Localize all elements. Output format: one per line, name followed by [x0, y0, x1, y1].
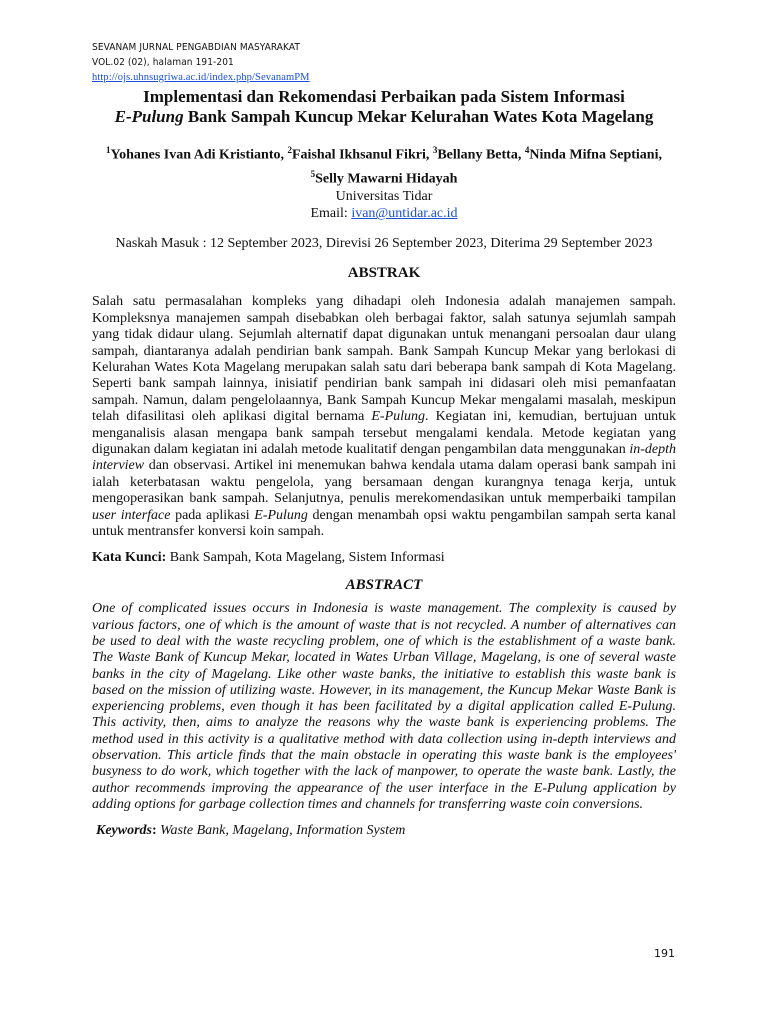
author-1-index: 1: [106, 145, 111, 155]
abstrak-italic-3: user interface: [92, 507, 171, 523]
author-list: [92, 141, 676, 188]
kata-kunci: [92, 549, 676, 566]
keywords-value: Waste Bank, Magelang, Information System: [160, 823, 406, 839]
title-line-2-rest: Bank Sampah Kuncup Mekar Kelurahan Wates Kota Magelang: [183, 107, 654, 126]
abstrak-text-1: Salah satu permasalahan kompleks yang dihadapi oleh Indonesia adalah manajemen sampah. Kompleksnya manajemen sampah disebabkan oleh berbagai faktor, salah satunya sejumlah sampah yang tidak didaur ulang. Sejumlah alternatif dapat digunakan untuk menangani persoalan daur ulang sampah, diantaranya adalah pendirian bank sampah. Bank Sampah Kuncup Mekar yang berlokasi di Kelurahan Wates Kota Magelang merupakan salah satu dari beberapa bank sampah di Kota Magelang. Seperti bank sampah lainnya, inisiatif pendirian bank sampah ini didasari oleh misi pemanfaatan sampah. Namun, dalam pengelolaannya, Bank Sampah Kuncup Mekar mengalami masalah, meskipun telah difasilitasi oleh aplikasi digital bernama: [92, 294, 676, 425]
author-2-index: 2: [287, 145, 292, 155]
kata-kunci-label: Kata Kunci:: [92, 550, 167, 566]
author-4-index: 4: [524, 145, 530, 155]
author-5: Selly Mawarni Hidayah: [315, 171, 458, 187]
title-app-name: E-Pulung: [114, 107, 184, 126]
page-number: 191: [654, 947, 675, 960]
author-3-index: 3: [432, 145, 438, 155]
author-3: Bellany Betta,: [437, 147, 525, 163]
email-link[interactable]: ivan@untidar.ac.id: [351, 206, 458, 222]
abstrak-text-3: dan observasi. Artikel ini menemukan bahwa kendala utama dalam operasi bank sampah ini ialah keterbatasan waktu pengelola, yang bersamaan dengan kurangnya tenaga kerja, untuk mengoperasikan bank sampah. Selanjutnya, penulis merekomendasikan untuk memperbaiki tampilan: [92, 458, 676, 507]
author-5-index: 5: [310, 168, 316, 179]
abstrak-heading: ABSTRAK: [347, 265, 421, 282]
paper-page: [92, 40, 676, 839]
journal-name: SEVANAM JURNAL PENGABDIAN MASYARAKAT: [92, 42, 300, 53]
kata-kunci-value: Bank Sampah, Kota Magelang, Sistem Informasi: [166, 550, 445, 566]
keywords-colon: :: [152, 823, 161, 839]
journal-url-link[interactable]: http://ojs.uhnsugriwa.ac.id/index.php/SevanamPM: [92, 72, 310, 83]
keywords: [92, 822, 676, 839]
abstract-body: One of complicated issues occurs in Indonesia is waste management. The complexity is caused by various factors, one of which is the amount of waste that is not recycled. A number of alternatives can be used to deal with the waste recycling problem, one of which is the establishment of a waste bank. The Waste Bank of Kuncup Mekar, located in Wates Urban Village, Magelang, is one of several waste banks in the city of Magelang. Like other waste banks, the initiative to establish this waste bank is based on the mission of utilizing waste. However, in its management, the Kuncup Mekar Waste Bank is experiencing problems, even though it has been facilitated by a digital application called E-Pulung. This activity, then, aims to analyze the reasons why the waste bank is experiencing problems. The method used in this activity is a qualitative method with data collection using in-depth interviews and observation. This article finds that the main obstacle in operating this waste bank is the employees' busyness to do work, which together with the lack of manpower, to operate the waste bank. Lastly, the author recommends improving the appearance of the user interface in the E-Pulung application by adding options for garbage collection times and channels for transferring waste coin conversions.: [92, 601, 676, 812]
abstrak-text-2: . Kegiatan ini, kemudian, bertujuan untuk menganalisis alasan mengapa bank sampah tersebut mengalami kendala. Metode kegiatan yang digunakan dalam kegiatan ini adalah metode kualitatif dengan pengambilan data menggunakan: [92, 409, 676, 457]
abstrak-text-4: pada aplikasi: [170, 507, 255, 523]
author-2: Faishal Ikhsanul Fikri,: [292, 147, 433, 163]
affiliation: Universitas Tidar: [335, 189, 433, 205]
abstrak-italic-4: E-Pulung: [254, 507, 308, 523]
author-1: Yohanes Ivan Adi Kristianto,: [110, 147, 288, 163]
email-label: Email:: [310, 206, 352, 222]
keywords-label: Keywords: [96, 823, 152, 839]
journal-volume: VOL.02 (02), halaman 191-201: [92, 57, 234, 68]
paper-title: [92, 87, 676, 127]
abstrak-text-5: dengan menambah opsi waktu pengambilan sampah serta kanal untuk mentransfer konversi koin sampah.: [92, 507, 676, 539]
abstrak-body: [92, 294, 676, 540]
author-4: Ninda Mifna Septiani,: [529, 147, 662, 163]
title-line-2: [92, 107, 676, 127]
abstrak-italic-2: in-depth interview: [92, 441, 676, 474]
journal-header: [92, 40, 676, 85]
email-line: [92, 205, 676, 222]
submission-dates: Naskah Masuk : 12 September 2023, Direvisi 26 September 2023, Diterima 29 September 2023: [115, 236, 653, 252]
title-line-1: Implementasi dan Rekomendasi Perbaikan pada Sistem Informasi: [143, 87, 625, 106]
abstract-heading: ABSTRACT: [345, 577, 423, 594]
abstrak-italic-1: E-Pulung: [371, 409, 426, 425]
